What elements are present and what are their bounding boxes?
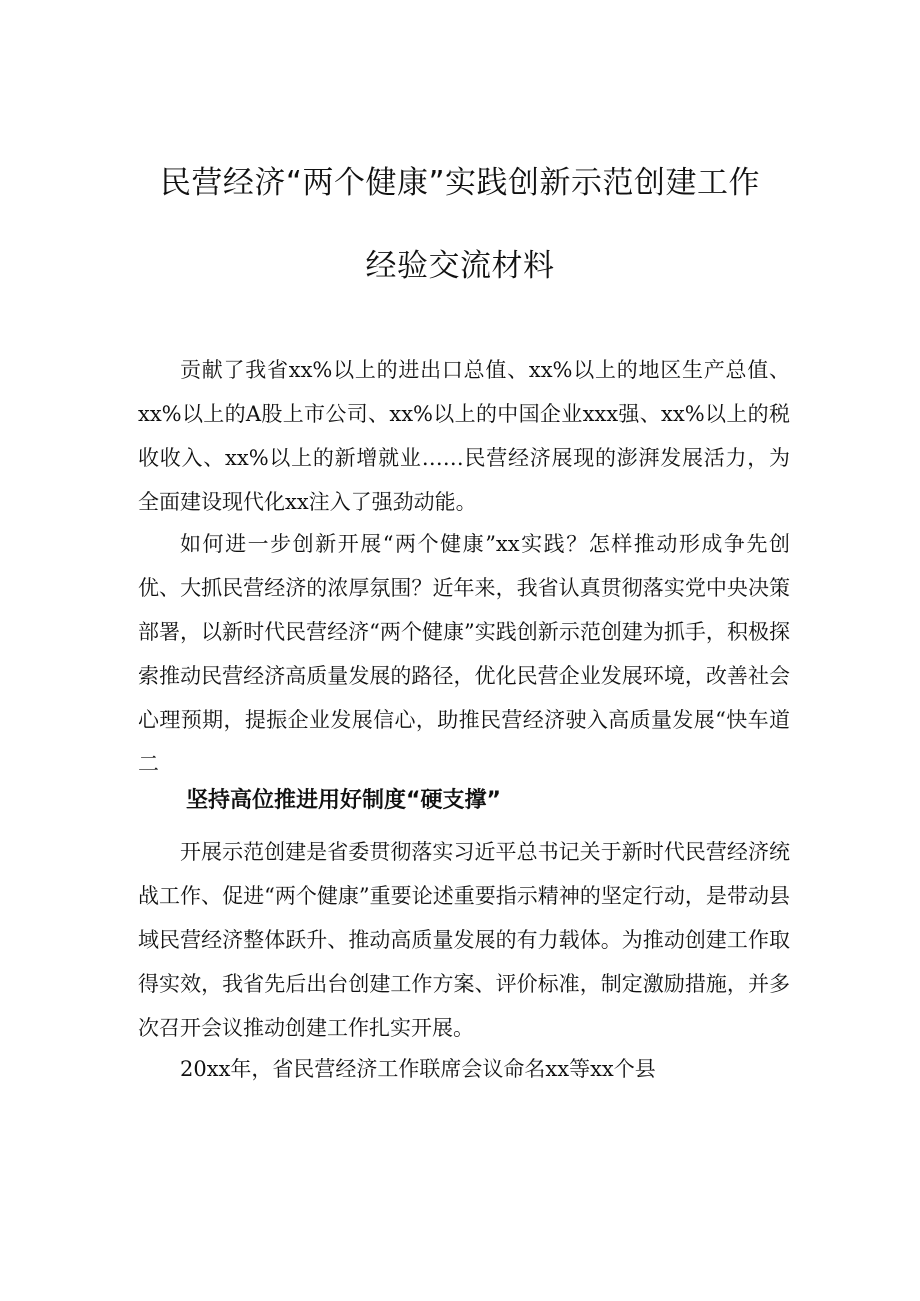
paragraph-1: 贡献了我省xx%以上的进出口总值、xx%以上的地区生产总值、xx%以上的A股上市公司、xx%以上的中国企业xxx强、xx%以上的税收收入、xx%以上的新增就业……民营经济展现的澎湃发展活力，为全面建设现代化xx注入了强劲动能。 [138,358,790,514]
document-title-line-2: 经验交流材料 [365,248,555,284]
paragraph-2: 如何进一步创新开展“两个健康”xx实践？怎样推动形成争先创优、大抓民营经济的浓厚氛围？近年来，我省认真贯彻落实党中央决策部署，以新时代民营经济“两个健康”实践创新示范创建为抓手，积极探索推动民营经济高质量发展的路径，优化民营企业发展环境，改善社会心理预期，提振企业发展信心，助推民营经济驶入高质量发展“快车道二 [138,532,790,776]
paragraph-2-block [138,522,790,786]
paragraph-4-block [138,1047,790,1091]
paragraph-1-block [138,348,790,524]
paragraph-3: 开展示范创建是省委贯彻落实习近平总书记关于新时代民营经济统战工作、促进“两个健康”重要论述重要指示精神的坚定行动，是带动县域民营经济整体跃升、推动高质量发展的有力载体。为推动创建工作取得实效，我省先后出台创建工作方案、评价标准，制定激励措施，并多次召开会议推动创建工作扎实开展。 [138,840,790,1040]
paragraph-4: 20xx年，省民营经济工作联席会议命名xx等xx个县 [180,1057,656,1081]
paragraph-3-block [138,830,790,1050]
section-heading: 坚持高位推进用好制度“硬支撑” [186,788,501,813]
document-title-line-1: 民营经济“两个健康”实践创新示范创建工作 [159,165,761,201]
